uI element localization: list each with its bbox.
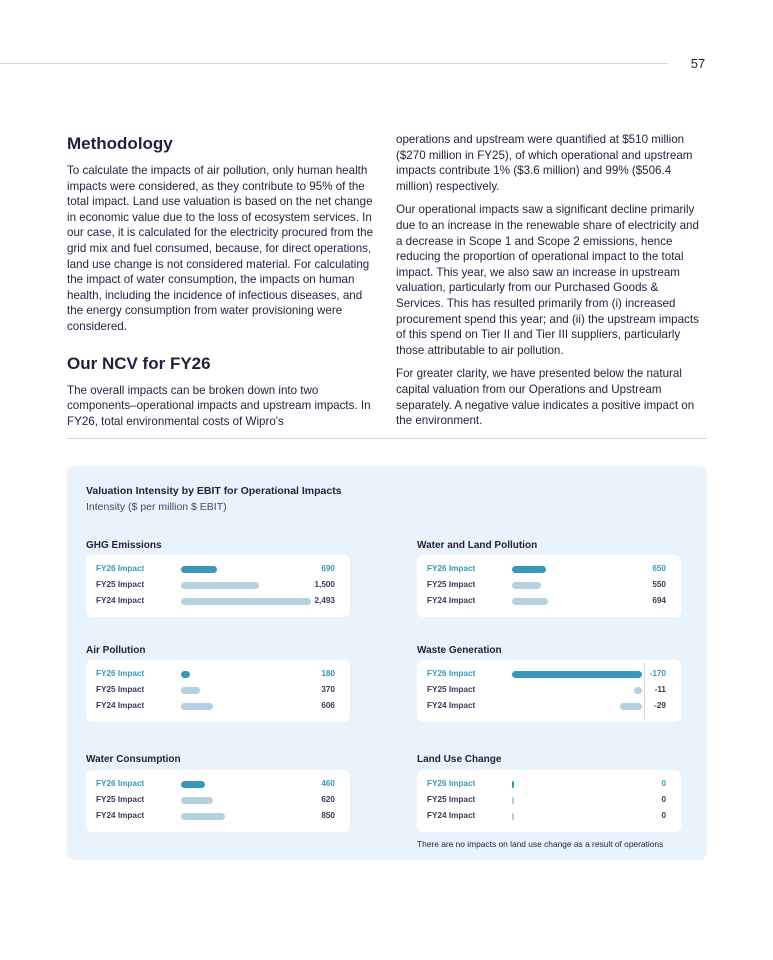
panel-subtitle: Intensity ($ per million $ EBIT)	[86, 501, 227, 513]
water-and-land-pollution-row-fy25-impact	[417, 579, 681, 593]
category-label: FY26 Impact	[96, 779, 145, 788]
valuation-intensity-panel	[67, 466, 707, 860]
value-label: 694	[652, 596, 666, 605]
value-label: 690	[321, 564, 335, 573]
bar	[512, 813, 514, 820]
air-pollution-row-fy26-impact	[86, 668, 350, 682]
water-consumption-row-fy25-impact	[86, 794, 350, 808]
category-label: FY24 Impact	[427, 701, 476, 710]
value-label: 370	[321, 685, 335, 694]
methodology-paragraph: To calculate the impacts of air pollution, only human health impacts were considered, as they contribute to 95% of the total impact. Land use valuation is based on the net change in economic value due to the loss of ecosystem services. In our case, it is calculated for the electricity procured from the grid mix and fuel consumed, because, for direct operations, land use change is not considered material. For calculating the impact of water consumption, the impacts on human health, including the incidence of infectious diseases, and the energy consumption from water provisioning were considered.	[67, 164, 374, 333]
bar	[512, 566, 546, 573]
category-label: FY25 Impact	[96, 685, 145, 694]
value-label: 620	[321, 795, 335, 804]
bar	[181, 566, 217, 573]
land-use-change-chart-title: Land Use Change	[417, 754, 502, 765]
section-divider	[67, 438, 707, 439]
land-use-change-row-fy25-impact	[417, 794, 681, 808]
water-and-land-pollution-row-fy26-impact	[417, 563, 681, 577]
land-use-note: There are no impacts on land use change as a result of operations	[417, 839, 664, 849]
water-and-land-pollution-chart	[417, 555, 681, 617]
bar	[512, 582, 541, 589]
value-label: 1,500	[314, 580, 335, 589]
bar	[512, 797, 514, 804]
water-consumption-chart-title: Water Consumption	[86, 754, 181, 765]
value-label: 0	[661, 779, 666, 788]
ghg-emissions-row-fy26-impact	[86, 563, 350, 577]
right-column	[396, 132, 707, 437]
air-pollution-chart	[86, 660, 350, 722]
bar	[181, 598, 311, 605]
ghg-emissions-chart-title: GHG Emissions	[86, 540, 162, 551]
air-pollution-row-fy25-impact	[86, 684, 350, 698]
waste-generation-row-fy24-impact	[417, 700, 681, 714]
water-consumption-row-fy26-impact	[86, 778, 350, 792]
bar	[634, 687, 642, 694]
ghg-emissions-chart	[86, 555, 350, 617]
bar	[181, 582, 259, 589]
bar	[181, 687, 200, 694]
ncv-paragraph: The overall impacts can be broken down into two components–operational impacts and upstream impacts. In FY26, total environmental costs of Wipro's	[67, 383, 371, 428]
right-paragraph-1: operations and upstream were quantified at $510 million ($270 million in FY25), of which operational and upstream impacts contribute 1% ($3.6 million) and 99% ($506.4 million) respectively.	[396, 133, 693, 193]
category-label: FY26 Impact	[96, 564, 145, 573]
land-use-change-chart	[417, 770, 681, 832]
waste-generation-chart	[417, 660, 681, 722]
air-pollution-row-fy24-impact	[86, 700, 350, 714]
air-pollution-chart-title: Air Pollution	[86, 645, 146, 656]
category-label: FY25 Impact	[96, 795, 145, 804]
ghg-emissions-row-fy25-impact	[86, 579, 350, 593]
category-label: FY26 Impact	[427, 669, 476, 678]
bar	[512, 781, 514, 788]
value-label: 0	[661, 811, 666, 820]
land-use-change-row-fy24-impact	[417, 810, 681, 824]
methodology-heading: Methodology	[67, 134, 173, 153]
value-label: 550	[652, 580, 666, 589]
value-label: 606	[321, 701, 335, 710]
right-paragraph-2: Our operational impacts saw a significant decline primarily due to an increase in the renewable share of electricity and a decrease in Scope 1 and Scope 2 emissions, hence reducing the proportion of operational impact to the total impact. This year, we also saw an increase in upstream valuation, particularly from our Purchased Goods & Services. This has resulted primarily from (i) increased procurement spend this year; and (ii) the upstream impacts of this spend on Tier II and Tier III suppliers, particularly those attributable to air pollution.	[396, 203, 699, 357]
water-consumption-chart	[86, 770, 350, 832]
category-label: FY25 Impact	[427, 580, 476, 589]
category-label: FY26 Impact	[96, 669, 145, 678]
category-label: FY24 Impact	[96, 811, 145, 820]
value-label: -11	[654, 685, 666, 694]
bar	[181, 703, 213, 710]
category-label: FY24 Impact	[96, 596, 145, 605]
bar	[181, 671, 190, 678]
bar	[620, 703, 642, 710]
bar	[512, 598, 548, 605]
category-label: FY26 Impact	[427, 779, 476, 788]
category-label: FY24 Impact	[96, 701, 145, 710]
value-label: 0	[661, 795, 666, 804]
ncv-heading: Our NCV for FY26	[67, 353, 211, 373]
category-label: FY25 Impact	[427, 685, 476, 694]
category-label: FY24 Impact	[427, 596, 476, 605]
value-label: 2,493	[314, 596, 335, 605]
land-use-change-row-fy26-impact	[417, 778, 681, 792]
waste-generation-chart-title: Waste Generation	[417, 645, 502, 656]
category-label: FY25 Impact	[96, 580, 145, 589]
bar	[181, 797, 213, 804]
right-paragraph-3: For greater clarity, we have presented below the natural capital valuation from our Operations and Upstream separately. A negative value indicates a positive impact on the environment.	[396, 367, 695, 428]
waste-generation-row-fy26-impact	[417, 668, 681, 682]
ghg-emissions-row-fy24-impact	[86, 595, 350, 609]
waste-generation-row-fy25-impact	[417, 684, 681, 698]
page-number: 57	[690, 56, 706, 71]
bar	[512, 671, 642, 678]
value-label: 460	[321, 779, 335, 788]
value-label: 650	[652, 564, 666, 573]
category-label: FY25 Impact	[427, 795, 476, 804]
water-consumption-row-fy24-impact	[86, 810, 350, 824]
value-label: 180	[321, 669, 335, 678]
panel-title: Valuation Intensity by EBIT for Operational Impacts	[86, 485, 342, 497]
value-label: -29	[654, 701, 666, 710]
category-label: FY26 Impact	[427, 564, 476, 573]
value-label: -170	[649, 669, 666, 678]
left-column	[67, 132, 376, 437]
water-and-land-pollution-chart-title: Water and Land Pollution	[417, 540, 538, 551]
category-label: FY24 Impact	[427, 811, 476, 820]
water-and-land-pollution-row-fy24-impact	[417, 595, 681, 609]
value-label: 850	[321, 811, 335, 820]
bar	[181, 813, 225, 820]
header-rule	[0, 63, 668, 64]
bar	[181, 781, 205, 788]
